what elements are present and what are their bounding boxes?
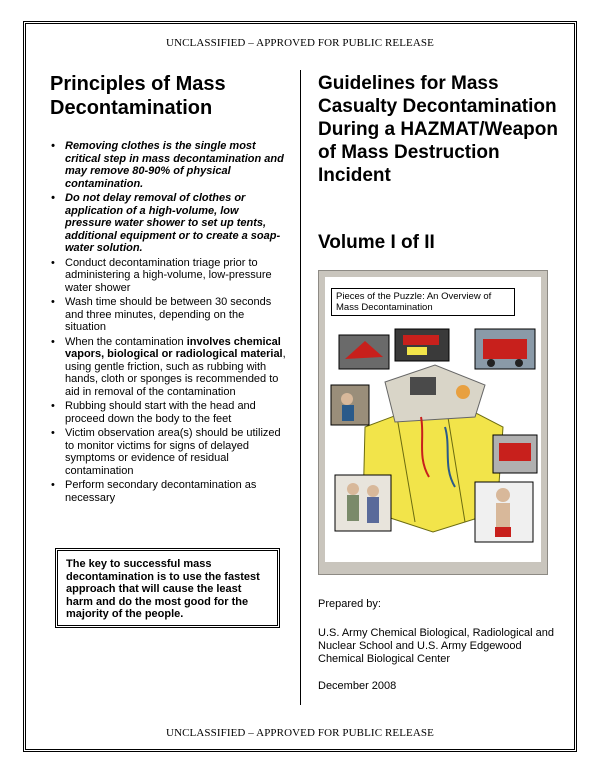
- publication-date: December 2008: [318, 680, 397, 692]
- list-item: • Wash time should be between 30 seconds and three minutes, depending on the situation: [48, 296, 288, 334]
- list-item: • Do not delay removal of clothes or application of a high-volume, low pressure water shower to set up tents, additional equipment or to create a soap-water solution.: [48, 192, 288, 255]
- list-item: [48, 336, 288, 399]
- cover-image: [318, 270, 548, 575]
- organization-name: U.S. Army Chemical Biological, Radiological and Nuclear School and U.S. Army Edgewood Chemical Biological Center: [318, 627, 554, 665]
- list-item: • Perform secondary decontamination as necessary: [48, 479, 288, 504]
- list-item: • Removing clothes is the single most critical step in mass decontamination and may remove 80-90% of physical contamination.: [48, 140, 288, 190]
- column-divider: [300, 70, 301, 705]
- list-item-bold-text: involves chemical vapors, biological or radiological material: [65, 335, 283, 360]
- list-item-text: When the contamination: [65, 335, 187, 348]
- volume-label: Volume I of II: [318, 232, 435, 253]
- prepared-by-label: Prepared by:: [318, 598, 381, 610]
- principles-list: [48, 140, 288, 506]
- list-item: • Conduct decontamination triage prior to administering a high-volume, low-pressure water shower: [48, 257, 288, 295]
- list-item-text: , using gentle friction, such as rubbing with hands, cloth or sponges is recommended to aid in removal of the contamination: [65, 348, 286, 398]
- list-item: • Rubbing should start with the head and proceed down the body to the feet: [48, 400, 288, 425]
- key-message-box: The key to successful mass decontamination is to use the fastest approach that will cause the least harm and do the most good for the majority of the people.: [55, 548, 280, 628]
- classification-banner-bottom: UNCLASSIFIED – APPROVED FOR PUBLIC RELEASE: [166, 727, 434, 739]
- left-section-title: Principles of Mass Decontamination: [50, 73, 226, 119]
- decon-puzzle-illustration: [325, 277, 541, 562]
- classification-banner-top: UNCLASSIFIED – APPROVED FOR PUBLIC RELEASE: [166, 37, 434, 49]
- document-title: Guidelines for Mass Casualty Decontamination During a HAZMAT/Weapon of Mass Destruction Incident: [318, 73, 558, 186]
- cover-illustration: [325, 277, 541, 562]
- cover-title: Pieces of the Puzzle: An Overview of Mass Decontamination: [331, 288, 515, 316]
- list-item: • Victim observation area(s) should be utilized to monitor victims for signs of delayed symptoms or evidence of residual contamination: [48, 427, 288, 477]
